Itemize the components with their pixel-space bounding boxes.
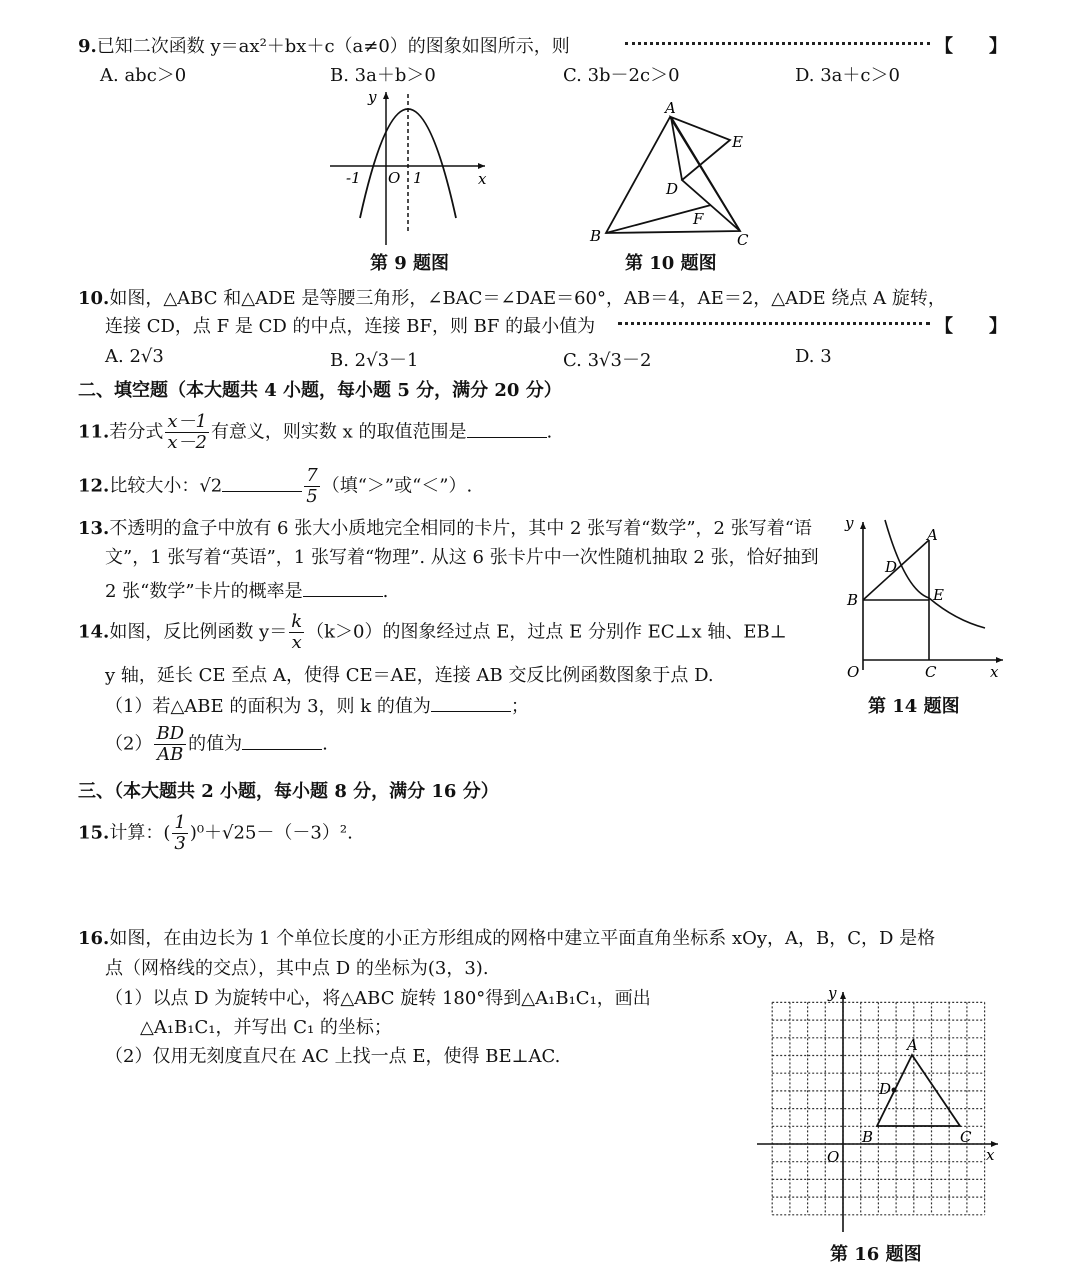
q16-sub-1b: △A₁B₁C₁，并写出 C₁ 的坐标；	[140, 1017, 392, 1038]
svg-text:1: 1	[413, 169, 423, 187]
q9-text: 已知二次函数 y＝ax²＋bx＋c（a≠0）的图象如图所示，则	[96, 36, 570, 57]
svg-text:A: A	[907, 1036, 918, 1054]
answer-blank[interactable]	[222, 475, 302, 492]
q10-option-c: C. 3√3－2	[563, 350, 652, 371]
q14-sub-1: （1）若△ABE 的面积为 3，则 k 的值为 ；	[105, 696, 529, 717]
q14-line-2: y 轴，延长 CE 至点 A，使得 CE＝AE，连接 AB 交反比例函数图象于点 D.	[105, 665, 714, 686]
svg-text:B: B	[590, 227, 602, 245]
q9-option-b: B. 3a＋b＞0	[330, 65, 436, 86]
q10-triangle-figure	[580, 95, 760, 250]
q11-number: 11.	[78, 421, 110, 443]
svg-text:x: x	[478, 170, 487, 188]
svg-text:A: A	[927, 526, 938, 544]
q15: 15.计算：( $\frac{1}{3}$ )⁰＋√25－（－3）².	[78, 812, 353, 854]
svg-text:x: x	[990, 663, 999, 681]
q16-sub-2: （2）仅用无刻度直尺在 AC 上找一点 E，使得 BE⊥AC.	[105, 1046, 561, 1067]
leader-dots	[625, 42, 930, 45]
q11-fraction: $\frac{x-1}{x-2}$	[167, 411, 207, 453]
q14-sub2-fraction: $\frac{BD}{AB}$	[156, 723, 185, 765]
q16-sub-1a: （1）以点 D 为旋转中心，将△ABC 旋转 180°得到△A₁B₁C₁，画出	[105, 988, 651, 1009]
q10-figure-caption: 第 10 题图	[625, 253, 717, 274]
q16-line-2: 点（网格线的交点），其中点 D 的坐标为(3，3).	[105, 958, 489, 979]
q11: 11.若分式 $\frac{x-1}{x-2}$ 有意义，则实数 x 的取值范围是 .	[78, 411, 553, 453]
svg-text:C: C	[737, 231, 749, 249]
answer-blank[interactable]	[242, 733, 322, 750]
q9-parabola-figure	[320, 80, 500, 250]
q14-sub-2: （2） $\frac{BD}{AB}$ 的值为 .	[105, 723, 328, 765]
svg-text:y: y	[845, 514, 854, 532]
q14-hyperbola-figure	[835, 510, 1010, 685]
svg-text:E: E	[933, 586, 944, 604]
q15-number: 15.	[78, 822, 110, 844]
svg-text:y: y	[828, 984, 837, 1002]
q10-text-1: 如图，△ABC 和△ADE 是等腰三角形，∠BAC＝∠DAE＝60°，AB＝4，AE＝2，△ADE 绕点 A 旋转，	[109, 288, 946, 309]
q11-text: 若分式	[109, 421, 164, 443]
svg-text:E: E	[732, 133, 743, 151]
answer-blank[interactable]	[431, 695, 511, 712]
svg-text:D: D	[666, 180, 679, 198]
q10-option-d: D. 3	[795, 346, 832, 367]
svg-text:x: x	[986, 1146, 995, 1164]
svg-text:O: O	[388, 169, 401, 187]
q13-line-3: 2 张“数学”卡片的概率是 .	[105, 581, 389, 602]
answer-blank[interactable]	[467, 421, 547, 438]
svg-text:C: C	[960, 1128, 972, 1146]
section-3-heading: 三、（本大题共 2 小题，每小题 8 分，满分 16 分）	[78, 781, 499, 802]
leader-dots	[618, 322, 930, 325]
q14-line-1: 14.如图，反比例函数 y＝ $\frac{k}{x}$ （k＞0）的图象经过点 E，过点 E 分别作 EC⊥x 轴、EB⊥	[78, 611, 787, 653]
q12-number: 12.	[78, 475, 110, 497]
svg-text:B: B	[862, 1128, 874, 1146]
q13-number: 13.	[78, 518, 110, 539]
svg-text:C: C	[925, 663, 937, 681]
svg-text:O: O	[827, 1148, 840, 1166]
section-2-heading: 二、填空题（本大题共 4 小题，每小题 5 分，满分 20 分）	[78, 380, 562, 401]
svg-text:-1: -1	[346, 169, 361, 187]
q10-number: 10.	[78, 288, 110, 309]
svg-text:O: O	[847, 663, 860, 681]
answer-bracket: 【 】	[935, 316, 1007, 337]
q10-text-2: 连接 CD，点 F 是 CD 的中点，连接 BF，则 BF 的最小值为	[105, 316, 596, 337]
q12-text: 比较大小：√2	[109, 475, 223, 497]
q11-text-2: 有意义，则实数 x 的取值范围是	[210, 421, 467, 443]
q9-number: 9.	[78, 36, 97, 57]
q9-option-c: C. 3b－2c＞0	[563, 65, 680, 86]
q16-line-1: 16.如图，在由边长为 1 个单位长度的小正方形组成的网格中建立平面直角坐标系 xOy，A，B，C，D 是格	[78, 928, 936, 949]
answer-bracket: 【 】	[935, 36, 1007, 57]
q16-figure-caption: 第 16 题图	[830, 1244, 922, 1265]
q13-line-1: 13.不透明的盒子中放有 6 张大小质地完全相同的卡片，其中 2 张写着“数学”，2 张写着“语	[78, 518, 812, 539]
q9-stem	[78, 32, 570, 58]
q10-stem	[78, 284, 946, 310]
svg-text:B: B	[847, 591, 859, 609]
q16-grid-figure	[752, 982, 1008, 1234]
q14-figure-caption: 第 14 题图	[868, 696, 960, 717]
svg-text:F: F	[693, 210, 704, 228]
q12-text-2: （填“＞”或“＜”）.	[321, 475, 473, 497]
svg-text:D: D	[885, 558, 898, 576]
q9-option-a: A. abc＞0	[100, 65, 187, 86]
q10-option-b: B. 2√3－1	[330, 350, 419, 371]
q14-fraction: $\frac{k}{x}$	[291, 611, 303, 653]
q13-line-2: 文”，1 张写着“英语”，1 张写着“物理”. 从这 6 张卡片中一次性随机抽取 2 张，恰好抽到	[105, 547, 819, 568]
q9-figure-caption: 第 9 题图	[370, 253, 450, 274]
q10-option-a: A. 2√3	[105, 346, 164, 367]
q16-number: 16.	[78, 928, 110, 949]
svg-text:D: D	[879, 1080, 892, 1098]
q14-number: 14.	[78, 621, 110, 643]
q15-fraction: $\frac{1}{3}$	[174, 812, 186, 854]
q9-option-d: D. 3a＋c＞0	[795, 65, 900, 86]
answer-blank[interactable]	[303, 580, 383, 597]
svg-text:A: A	[665, 99, 676, 117]
q12-fraction: $\frac{7}{5}$	[306, 465, 318, 507]
svg-text:y: y	[368, 88, 377, 106]
point-d	[892, 1088, 897, 1093]
q12	[78, 466, 472, 507]
